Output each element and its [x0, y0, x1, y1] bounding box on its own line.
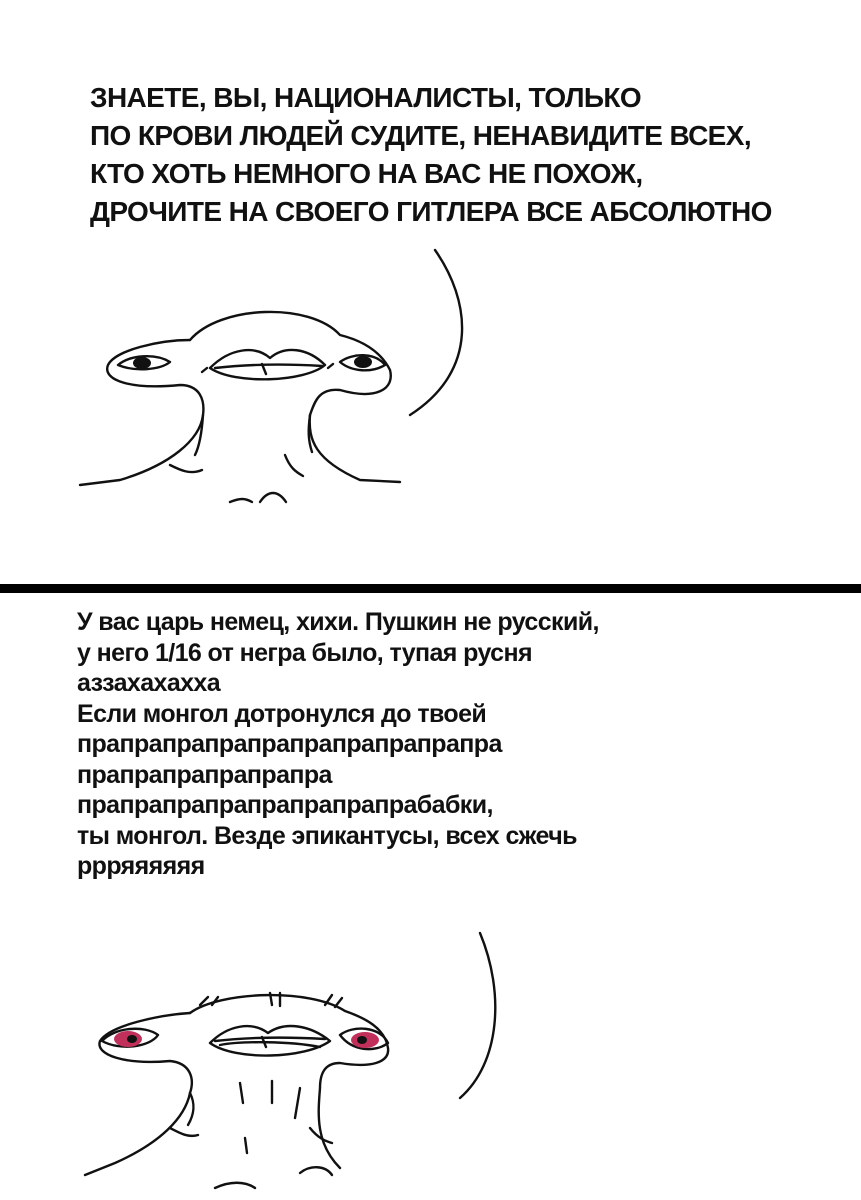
calm-hammerhead-drawing: [40, 240, 480, 530]
speech-bracket: [410, 250, 462, 415]
caption-line: прапрапрапрапрапра: [77, 760, 332, 789]
panel-divider: [0, 584, 861, 593]
left-pupil: [127, 1035, 137, 1043]
speech-bracket: [460, 933, 495, 1098]
caption-line: ПО КРОВИ ЛЮДЕЙ СУДИТЕ, НЕНАВИДИТЕ ВСЕХ,: [90, 120, 752, 151]
caption-line: ррряяяяяя: [77, 852, 205, 880]
calm-hammerhead-illustration: [40, 240, 480, 530]
caption-line: ты монгол. Везде эпикантусы, всех сжечь: [77, 821, 577, 850]
top-caption: [90, 79, 772, 231]
caption-line: Если монгол дотронулся до твоей: [77, 699, 487, 728]
right-pupil: [354, 356, 372, 368]
right-pupil: [357, 1036, 367, 1044]
caption-line: прапрапрапрапрапрапрапрабабки,: [77, 791, 493, 819]
caption-line: у него 1/16 от негра было, тупая русня: [77, 638, 532, 667]
bottom-panel: [0, 593, 861, 1200]
angry-hammerhead-drawing: [40, 913, 520, 1200]
caption-line: КТО ХОТЬ НЕМНОГО НА ВАС НЕ ПОХОЖ,: [90, 158, 643, 189]
caption-line: аззахахахха: [77, 669, 221, 697]
top-panel: [0, 0, 861, 584]
caption-line: ДРОЧИТЕ НА СВОЕГО ГИТЛЕРА ВСЕ АБСОЛЮТНО: [90, 196, 772, 227]
caption-line: прапрапрапрапрапрапрапрапрапра: [77, 730, 502, 758]
angry-hammerhead-illustration: [40, 913, 520, 1200]
caption-line: У вас царь немец, хихи. Пушкин не русский,: [77, 608, 599, 636]
bottom-caption: [77, 607, 599, 882]
caption-line: ЗНАЕТЕ, ВЫ, НАЦИОНАЛИСТЫ, ТОЛЬКО: [90, 82, 642, 113]
left-pupil: [133, 357, 151, 369]
